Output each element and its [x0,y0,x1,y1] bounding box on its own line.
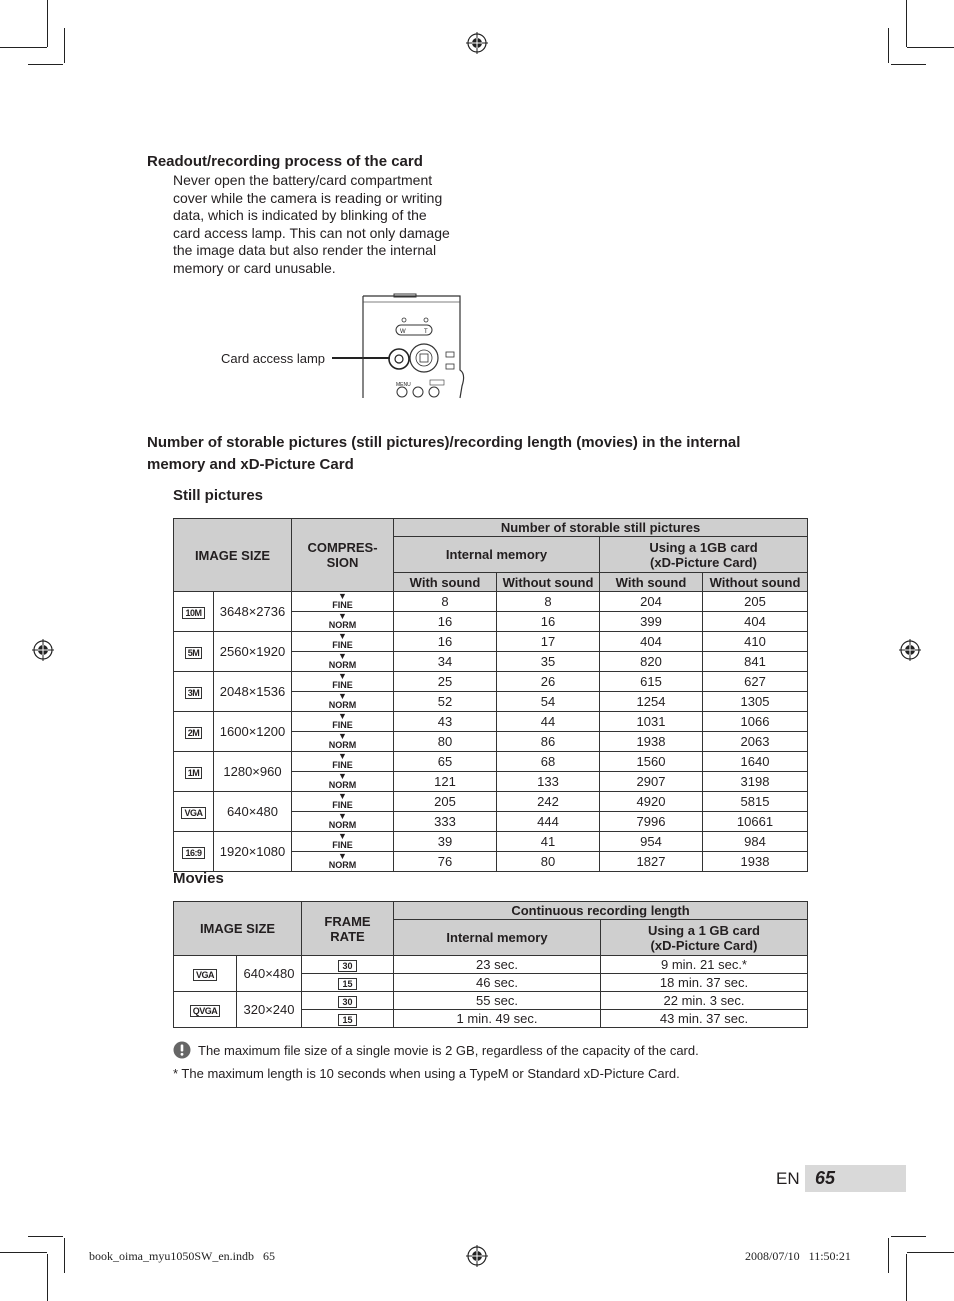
paragraph-line: data, which is indicated by blinking of the [173,207,427,224]
count-cell: 399 [600,612,703,632]
normal-quality-icon: ▼ NORM [328,691,357,710]
section-title-readout: Readout/recording process of the card [147,153,423,170]
recording-length-cell: 43 min. 37 sec. [601,1010,808,1028]
header-with-sound: With sound [394,573,497,592]
card-access-lamp-label: Card access lamp [221,351,326,366]
compression-cell [292,672,394,692]
frame-rate-cell [302,1010,394,1028]
recording-length-cell: 23 sec. [394,956,601,974]
header-without-sound: Without sound [497,573,600,592]
count-cell: 205 [703,592,808,612]
normal-quality-icon: ▼ NORM [328,731,357,750]
fine-quality-icon: ▼ FINE [332,631,353,650]
count-cell: 242 [497,792,600,812]
count-cell: 8 [497,592,600,612]
recording-length-cell: 22 min. 3 sec. [601,992,808,1010]
frame-rate-icon: 30 [338,996,356,1008]
header-compression-line: SION [326,555,359,570]
count-cell: 121 [394,772,497,792]
crop-mark [64,28,65,63]
header-frame-line: FRAME [324,913,371,929]
header-internal-memory: Internal memory [394,920,601,956]
header-card-line: (xD-Picture Card) [650,937,758,953]
crop-mark [28,64,63,65]
count-cell: 820 [600,652,703,672]
crop-mark [47,0,48,47]
compression-cell [292,792,394,812]
count-cell: 1254 [600,692,703,712]
header-with-sound: With sound [600,573,703,592]
count-cell: 841 [703,652,808,672]
count-cell: 17 [497,632,600,652]
recording-length-cell: 55 sec. [394,992,601,1010]
header-internal-memory: Internal memory [394,537,600,573]
count-cell: 404 [600,632,703,652]
header-compression [292,519,394,592]
header-image-size: IMAGE SIZE [174,519,292,592]
recording-length-cell: 18 min. 37 sec. [601,974,808,992]
language-label: EN [776,1169,800,1188]
table-row [174,992,808,1010]
paragraph-line: the image data but also render the internal [173,242,437,259]
count-cell: 68 [497,752,600,772]
count-cell: 16 [394,632,497,652]
crop-mark [28,1236,63,1237]
compression-cell [292,772,394,792]
compression-cell [292,852,394,872]
count-cell: 39 [394,832,497,852]
count-cell: 41 [497,832,600,852]
count-cell: 80 [394,732,497,752]
paragraph-line: memory or card unusable. [173,259,336,276]
image-size-icon: VGA [181,807,205,819]
crop-mark [891,64,926,65]
table-row [174,712,808,732]
compression-cell [292,612,394,632]
count-cell: 8 [394,592,497,612]
quality-label: NORM [328,860,357,870]
count-cell: 16 [497,612,600,632]
image-size-value: 1600×1200 [214,712,292,752]
registration-mark-icon [466,1245,488,1267]
quality-label: NORM [328,700,357,710]
normal-quality-icon: ▼ NORM [328,611,357,630]
normal-quality-icon: ▼ NORM [328,851,357,870]
count-cell: 25 [394,672,497,692]
table-row [174,792,808,812]
count-cell: 44 [497,712,600,732]
quality-label: NORM [328,820,357,830]
count-cell: 1031 [600,712,703,732]
image-size-value: 1280×960 [214,752,292,792]
caution-note: The maximum file size of a single movie is 2 GB, regardless of the capacity of the card. [198,1043,699,1058]
image-size-icon: QVGA [190,1005,221,1017]
caution-icon [173,1041,191,1059]
image-size-icon: 10M [182,607,204,619]
image-size-value: 2560×1920 [214,632,292,672]
image-size-value: 640×480 [214,792,292,832]
count-cell: 615 [600,672,703,692]
table-row [174,752,808,772]
image-size-value: 1920×1080 [214,832,292,872]
count-cell: 1305 [703,692,808,712]
count-cell: 984 [703,832,808,852]
quality-label: FINE [332,640,353,650]
frame-rate-cell [302,974,394,992]
svg-text:W: W [400,329,406,335]
count-cell: 2907 [600,772,703,792]
image-size-icon-cell [174,712,214,752]
frame-rate-icon: 15 [338,1014,356,1026]
camera-illustration [328,292,468,400]
count-cell: 5815 [703,792,808,812]
movies-heading: Movies [173,870,224,887]
count-cell: 1640 [703,752,808,772]
crop-mark [0,47,47,48]
count-cell: 52 [394,692,497,712]
count-cell: 333 [394,812,497,832]
header-card-line: (xD-Picture Card) [650,554,757,570]
crop-mark [888,1238,889,1273]
image-size-icon-cell [174,672,214,712]
recording-length-cell: 9 min. 21 sec.* [601,956,808,974]
fine-quality-icon: ▼ FINE [332,791,353,810]
header-number-storable: Number of storable still pictures [394,519,808,537]
image-size-value: 640×480 [237,956,302,992]
count-cell: 205 [394,792,497,812]
count-cell: 133 [497,772,600,792]
count-cell: 1938 [703,852,808,872]
count-cell: 404 [703,612,808,632]
count-cell: 204 [600,592,703,612]
header-card-line: Using a 1GB card [649,539,758,555]
table-row [174,632,808,652]
quality-label: FINE [332,760,353,770]
frame-rate-cell [302,992,394,1010]
image-size-icon-cell [174,592,214,632]
count-cell: 444 [497,812,600,832]
header-compression-line: COMPRES- [307,540,378,555]
count-cell: 34 [394,652,497,672]
normal-quality-icon: ▼ NORM [328,771,357,790]
frame-rate-icon: 15 [338,978,356,990]
count-cell: 1066 [703,712,808,732]
crop-mark [64,1238,65,1273]
image-size-icon: 16:9 [182,847,204,859]
quality-label: FINE [332,720,353,730]
compression-cell [292,692,394,712]
crop-mark [906,1254,907,1301]
compression-cell [292,752,394,772]
quality-label: FINE [332,840,353,850]
compression-cell [292,732,394,752]
count-cell: 43 [394,712,497,732]
readout-paragraph [173,172,473,278]
fine-quality-icon: ▼ FINE [332,831,353,850]
quality-label: NORM [328,660,357,670]
quality-label: FINE [332,600,353,610]
image-size-icon-cell [174,832,214,872]
registration-mark-icon [466,32,488,54]
table-row [174,672,808,692]
paragraph-line: cover while the camera is reading or writing [173,189,443,206]
registration-mark-icon [32,639,54,661]
quality-label: FINE [332,680,353,690]
count-cell: 86 [497,732,600,752]
quality-label: NORM [328,780,357,790]
fine-quality-icon: ▼ FINE [332,751,353,770]
paragraph-line: card access lamp. This can not only damage [173,224,450,241]
image-size-icon: VGA [193,969,217,981]
footer-timestamp: 2008/07/10 11:50:21 [745,1249,851,1263]
still-pictures-heading: Still pictures [173,487,264,504]
table-row [174,956,808,974]
crop-mark [888,28,889,63]
image-size-icon: 3M [185,687,203,699]
table-row [174,832,808,852]
crop-mark [0,1252,47,1253]
fine-quality-icon: ▼ FINE [332,591,353,610]
crop-mark [906,0,907,47]
image-size-icon-cell [174,956,237,992]
image-size-value: 320×240 [237,992,302,1028]
image-size-value: 2048×1536 [214,672,292,712]
count-cell: 26 [497,672,600,692]
compression-cell [292,832,394,852]
header-frame-line: RATE [330,928,365,944]
image-size-icon: 1M [185,767,203,779]
header-frame-rate [302,902,394,956]
count-cell: 954 [600,832,703,852]
movies-table [173,901,808,1028]
image-size-icon-cell [174,792,214,832]
svg-text:T: T [424,329,428,335]
footer-filename: book_oima_myu1050SW_en.indb 65 [89,1249,275,1263]
count-cell: 54 [497,692,600,712]
section-title-line: memory and xD-Picture Card [147,456,354,473]
table-row [174,592,808,612]
compression-cell [292,632,394,652]
header-recording-length: Continuous recording length [394,902,808,920]
count-cell: 80 [497,852,600,872]
count-cell: 410 [703,632,808,652]
count-cell: 76 [394,852,497,872]
page-number: 65 [815,1168,836,1188]
header-card [600,537,808,573]
compression-cell [292,592,394,612]
header-card [601,920,808,956]
compression-cell [292,652,394,672]
normal-quality-icon: ▼ NORM [328,811,357,830]
count-cell: 627 [703,672,808,692]
count-cell: 3198 [703,772,808,792]
crop-mark [907,1252,954,1253]
header-image-size: IMAGE SIZE [174,902,302,956]
normal-quality-icon: ▼ NORM [328,651,357,670]
frame-rate-icon: 30 [338,960,356,972]
header-card-line: Using a 1 GB card [648,922,760,938]
asterisk-note: * The maximum length is 10 seconds when using a TypeM or Standard xD-Picture Card. [173,1066,680,1081]
section-title-line: Number of storable pictures (still pictures)/recording length (movies) in the internal [147,434,741,451]
count-cell: 1938 [600,732,703,752]
still-pictures-table [173,518,808,872]
fine-quality-icon: ▼ FINE [332,671,353,690]
quality-label: NORM [328,740,357,750]
quality-label: FINE [332,800,353,810]
image-size-icon: 2M [185,727,203,739]
recording-length-cell: 46 sec. [394,974,601,992]
crop-mark [907,47,954,48]
header-without-sound: Without sound [703,573,808,592]
count-cell: 16 [394,612,497,632]
paragraph-line: Never open the battery/card compartment [173,172,433,188]
fine-quality-icon: ▼ FINE [332,711,353,730]
image-size-icon-cell [174,632,214,672]
count-cell: 2063 [703,732,808,752]
compression-cell [292,712,394,732]
count-cell: 1560 [600,752,703,772]
count-cell: 7996 [600,812,703,832]
count-cell: 1827 [600,852,703,872]
count-cell: 10661 [703,812,808,832]
frame-rate-cell [302,956,394,974]
image-size-value: 3648×2736 [214,592,292,632]
count-cell: 4920 [600,792,703,812]
image-size-icon-cell [174,752,214,792]
image-size-icon: 5M [185,647,203,659]
crop-mark [47,1254,48,1301]
recording-length-cell: 1 min. 49 sec. [394,1010,601,1028]
svg-text:MENU: MENU [396,382,411,388]
count-cell: 65 [394,752,497,772]
registration-mark-icon [899,639,921,661]
image-size-icon-cell [174,992,237,1028]
crop-mark [891,1236,926,1237]
section-title-storable [147,432,827,476]
compression-cell [292,812,394,832]
quality-label: NORM [328,620,357,630]
count-cell: 35 [497,652,600,672]
